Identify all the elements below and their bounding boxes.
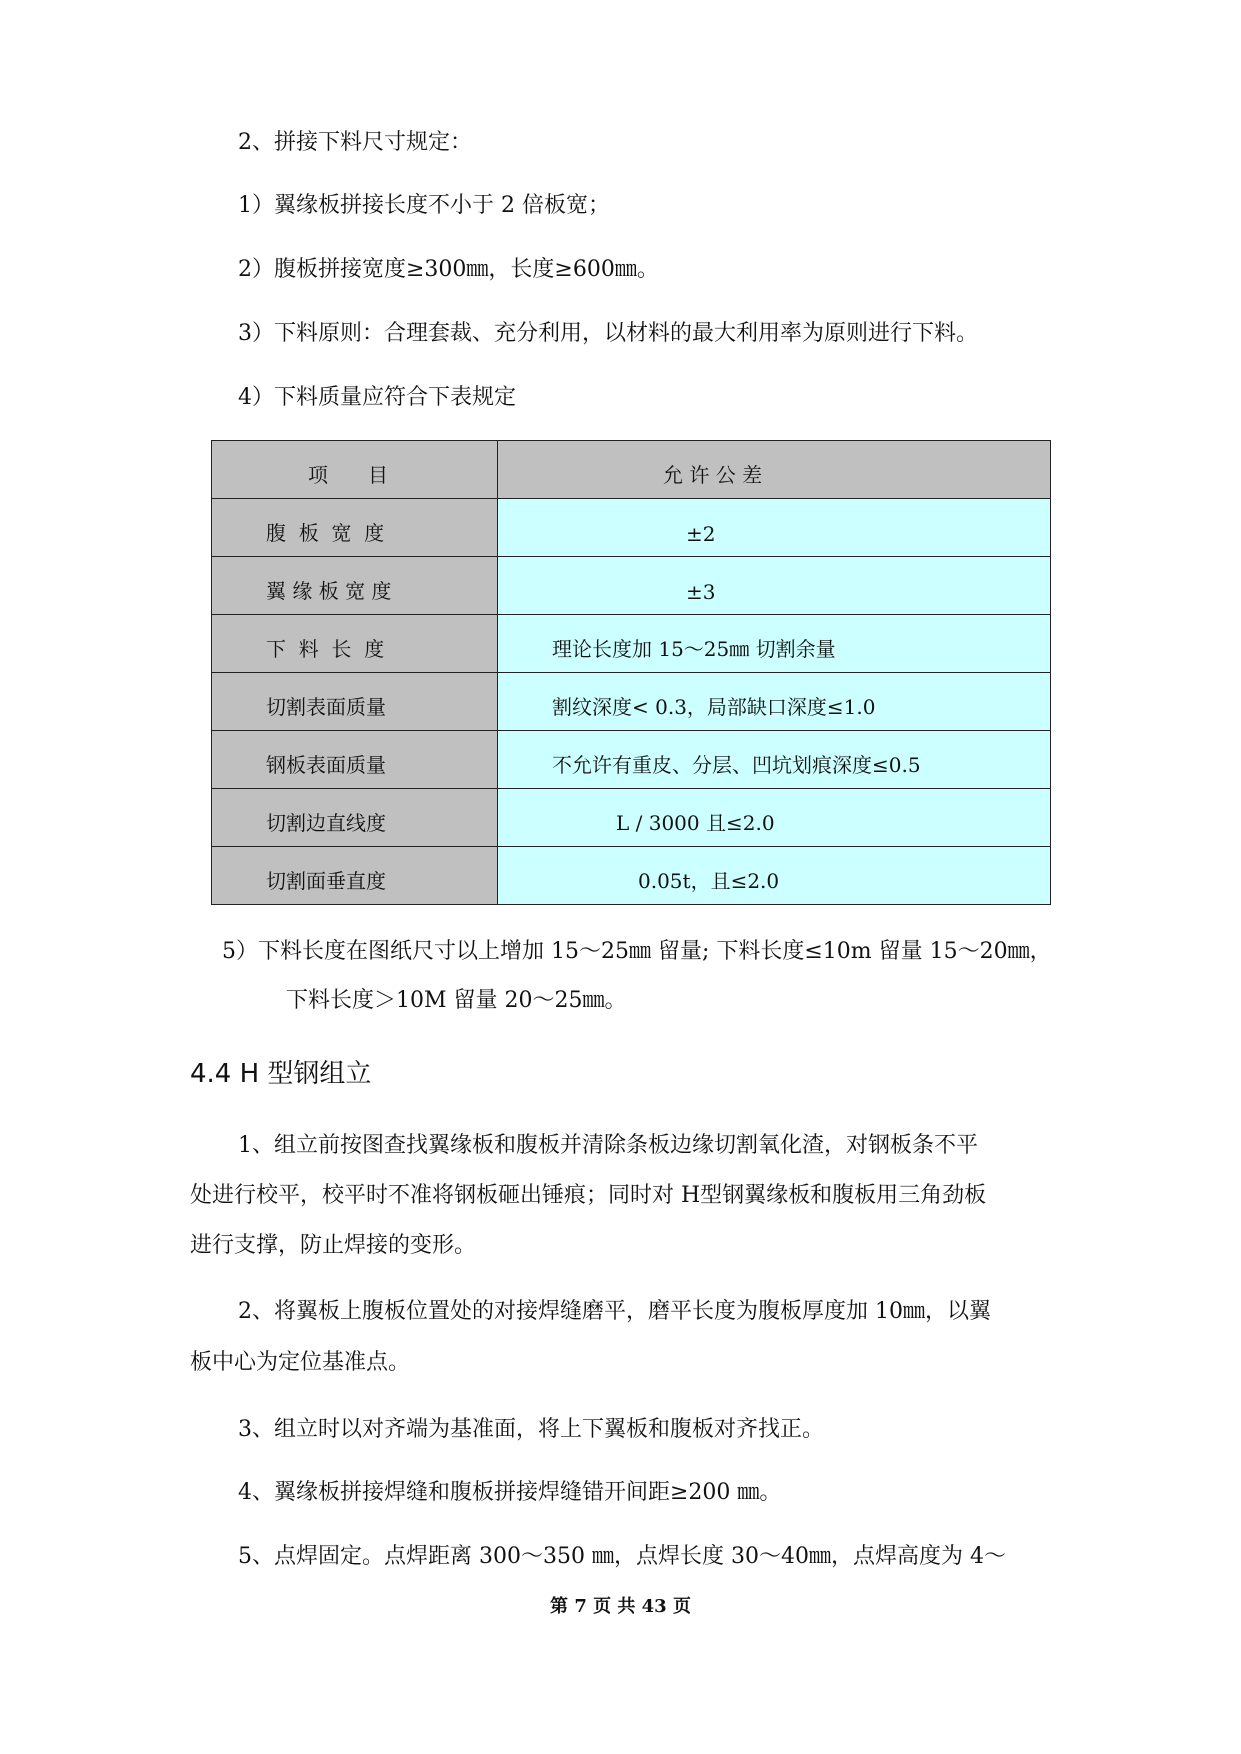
table-item-label: 翼 缘 板 宽 度 [266, 579, 392, 603]
table-item-label: 下 料 长 度 [266, 637, 385, 661]
table-row [212, 615, 1051, 673]
table-row [212, 731, 1051, 789]
tolerance-table [211, 440, 1051, 905]
table-header-tolerance: 允 许 公 差 [498, 441, 1051, 499]
table-item-label: 腹 板 宽 度 [266, 521, 385, 545]
table-value: 割纹深度< 0.3，局部缺口深度≤1.0 [552, 695, 876, 719]
table-value: ±2 [686, 522, 716, 546]
table-row [212, 673, 1051, 731]
table-item-label: 钢板表面质量 [266, 753, 386, 777]
paragraph-line: 处进行校平，校平时不准将钢板砸出锤痕；同时对 H型钢翼缘板和腹板用三角劲板 [190, 1183, 987, 1208]
table-item-label: 切割表面质量 [266, 695, 386, 719]
list-item: 2）腹板拼接宽度≥300㎜，长度≥600㎜。 [238, 257, 659, 282]
list-item: 3）下料原则：合理套裁、充分利用，以材料的最大利用率为原则进行下料。 [238, 321, 978, 346]
table-value: ±3 [686, 580, 716, 604]
paragraph-line: 进行支撑，防止焊接的变形。 [190, 1233, 477, 1258]
list-item: 5）下料长度在图纸尺寸以上增加 15～25㎜ 留量; 下料长度≤10m 留量 15～20㎜， [222, 939, 1052, 964]
paragraph-line: 1、组立前按图查找翼缘板和腹板并清除条板边缘切割氧化渣，对钢板条不平 [238, 1133, 978, 1158]
table-value: 不允许有重皮、分层、凹坑划痕深度≤0.5 [552, 753, 921, 777]
list-item: 4）下料质量应符合下表规定 [238, 385, 516, 410]
paragraph-line: 3、组立时以对齐端为基准面，将上下翼板和腹板对齐找正。 [238, 1417, 824, 1442]
table-value: L / 3000 且≤2.0 [616, 811, 775, 835]
table-header-row [212, 441, 1051, 499]
paragraph-line: 2、将翼板上腹板位置处的对接焊缝磨平，磨平长度为腹板厚度加 10㎜，以翼 [238, 1299, 991, 1324]
list-item: 1）翼缘板拼接长度不小于 2 倍板宽； [238, 193, 610, 218]
table-row [212, 847, 1051, 905]
table-row [212, 499, 1051, 557]
list-item-continuation: 下料长度＞10M 留量 20～25㎜。 [286, 988, 627, 1013]
table-value: 理论长度加 15～25㎜ 切割余量 [552, 637, 836, 661]
table-header-item: 项 目 [212, 441, 498, 499]
table-item-label: 切割面垂直度 [266, 869, 386, 893]
section-heading: 4.4 H 型钢组立 [190, 1059, 372, 1089]
paragraph-line: 板中心为定位基准点。 [190, 1350, 411, 1375]
section-title: 2、拼接下料尺寸规定： [238, 130, 472, 155]
paragraph-line: 5、点焊固定。点焊距离 300～350 ㎜，点焊长度 30～40㎜，点焊高度为 4～ [238, 1544, 1006, 1569]
table-row [212, 789, 1051, 847]
table-value: 0.05t，且≤2.0 [638, 869, 780, 893]
page-number: 第 7 页 共 43 页 [550, 1596, 691, 1617]
table-row [212, 557, 1051, 615]
paragraph-line: 4、翼缘板拼接焊缝和腹板拼接焊缝错开间距≥200 ㎜。 [238, 1480, 782, 1505]
table-item-label: 切割边直线度 [266, 811, 386, 835]
